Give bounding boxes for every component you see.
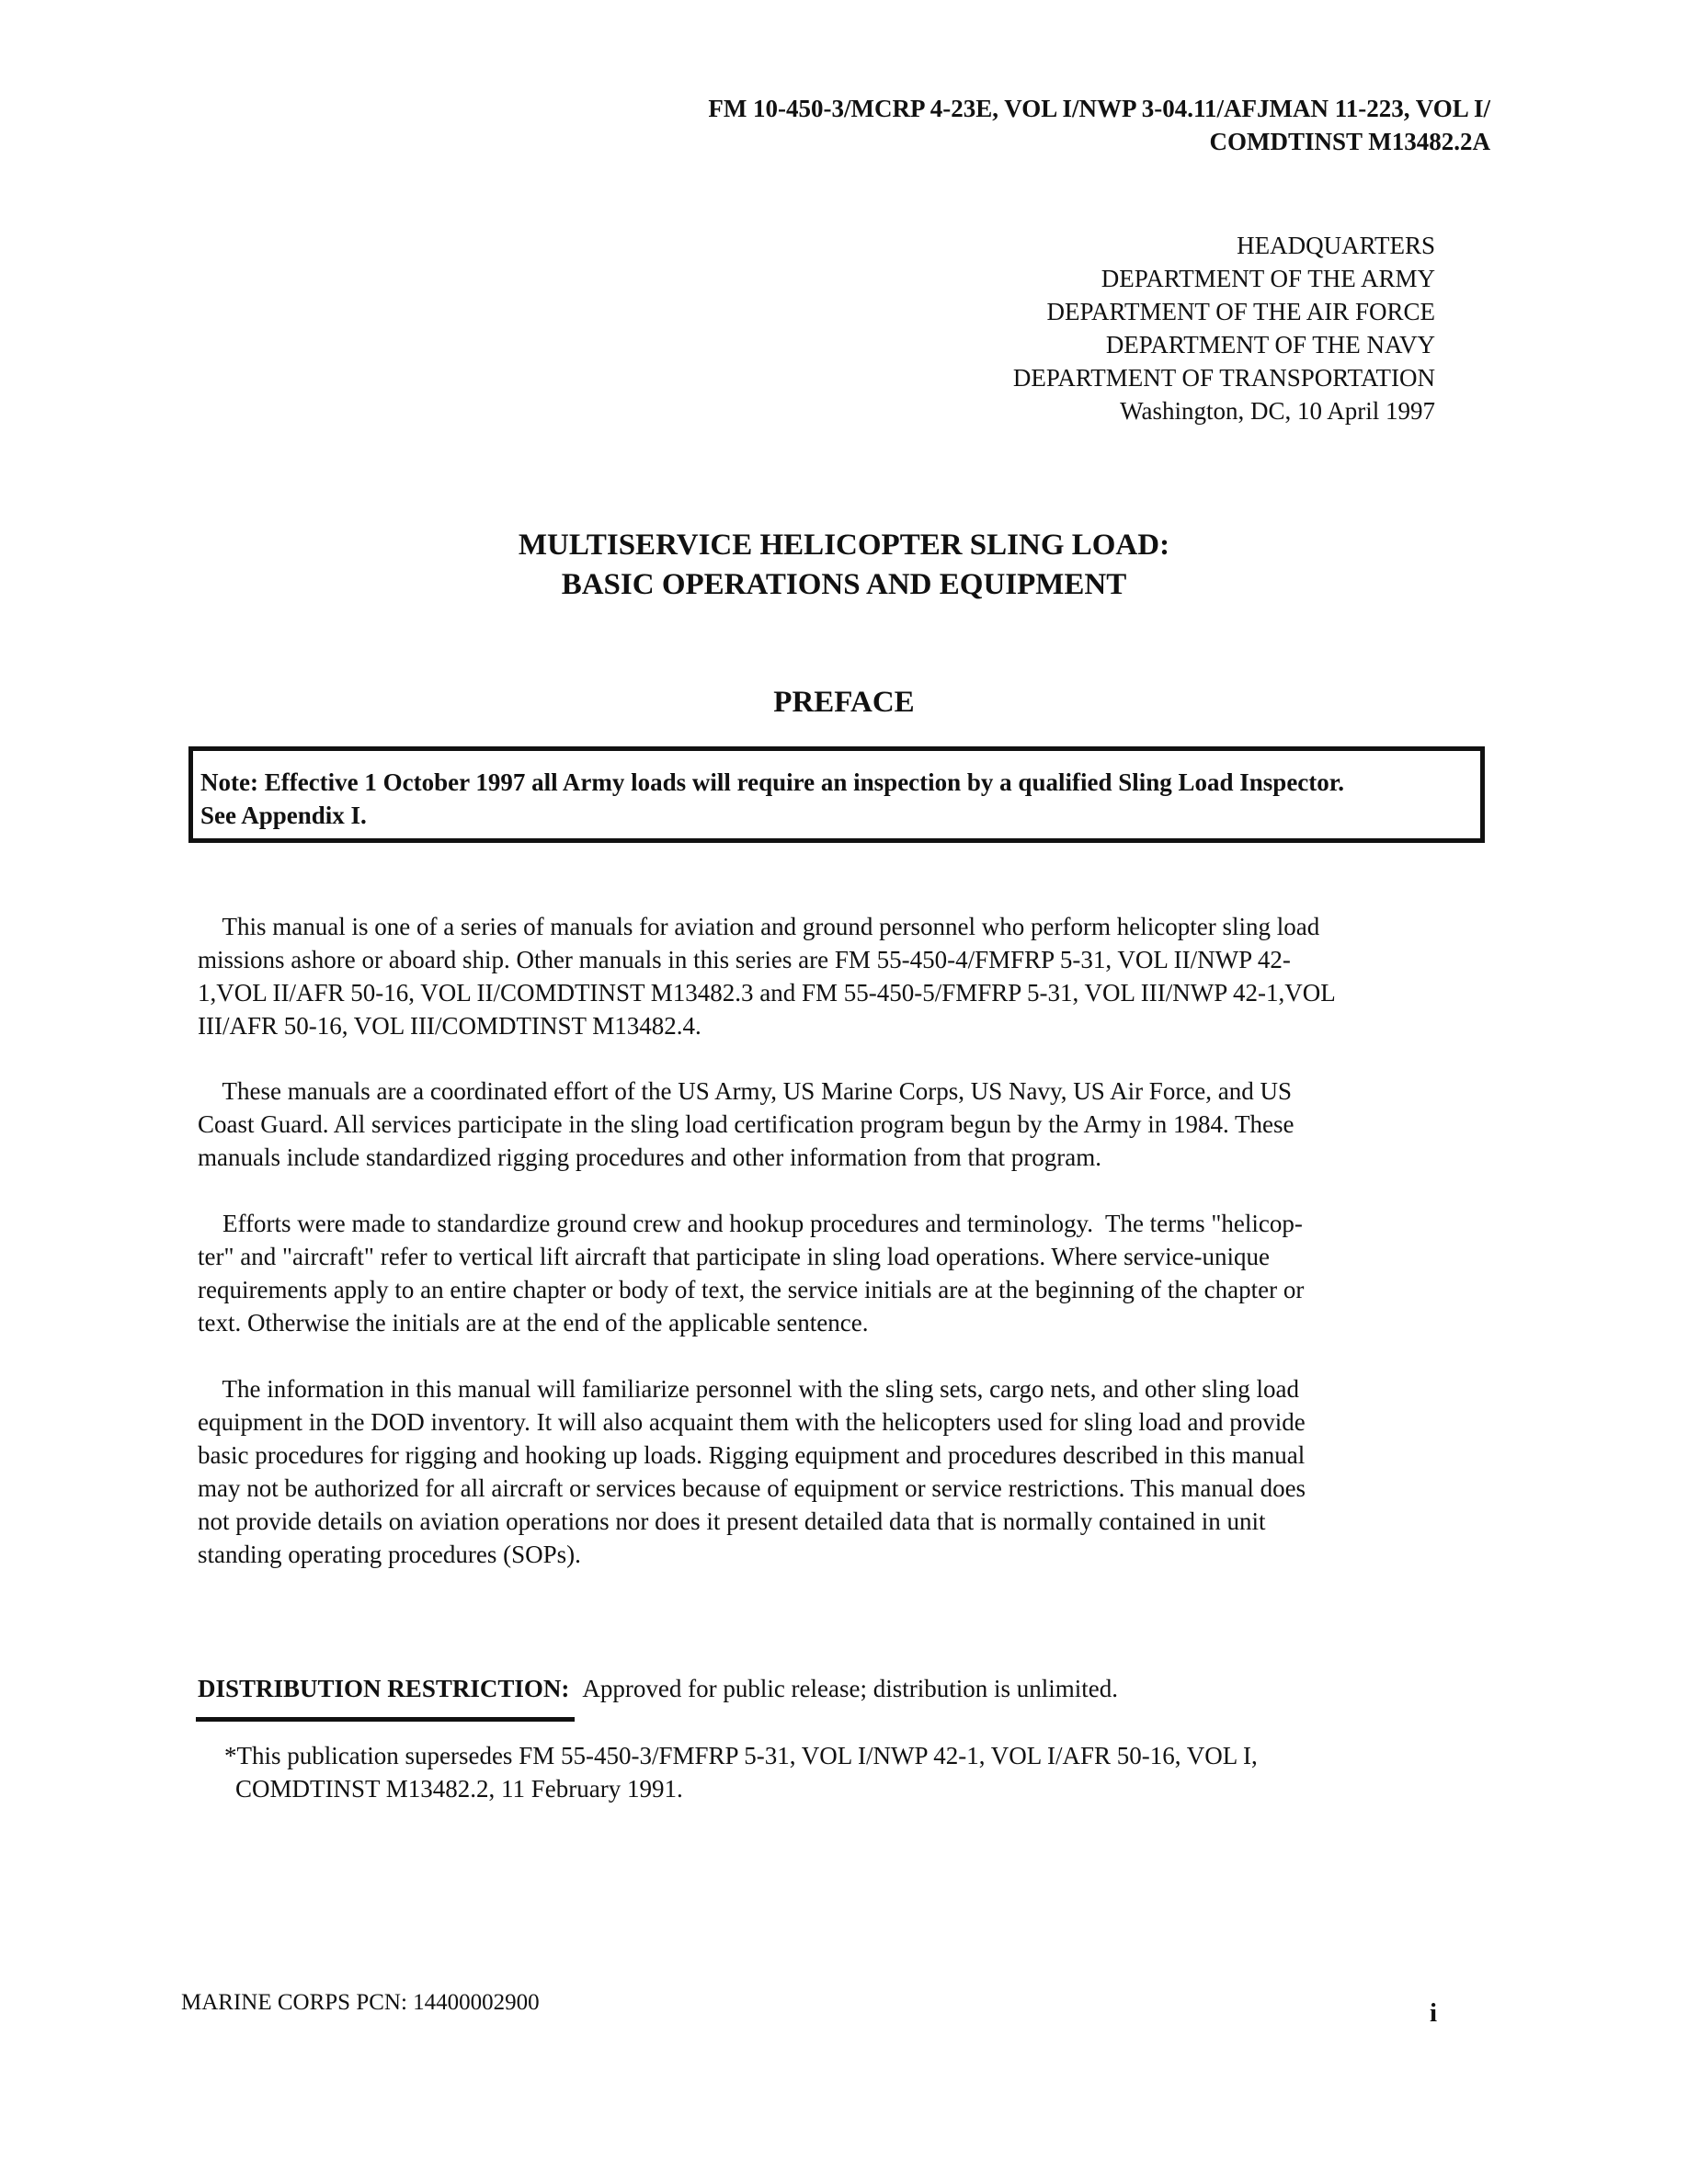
paragraph-line: basic procedures for rigging and hooking up loads. Rigging equipment and procedures described in this manual	[198, 1441, 1306, 1469]
paragraph-line: The information in this manual will familiarize personnel with the sling sets, cargo nets, and other sling load	[198, 1375, 1300, 1403]
paragraph-line: manuals include standardized rigging procedures and other information from that program.	[198, 1143, 1101, 1171]
paragraph-line: equipment in the DOD inventory. It will also acquaint them with the helicopters used for sling load and provide	[198, 1408, 1306, 1436]
paragraph-line: standing operating procedures (SOPs).	[198, 1541, 581, 1568]
preface-heading: PREFACE	[773, 686, 915, 719]
paragraph-line: Coast Guard. All services participate in the sling load certification program begun by the Army in 1984. These	[198, 1110, 1295, 1138]
paragraph-line: ter" and "aircraft" refer to vertical lift aircraft that participate in sling load operations. Where service-unique	[198, 1243, 1271, 1270]
document-title	[0, 526, 1688, 605]
designation-line: FM 10-450-3/MCRP 4-23E, VOL I/NWP 3-04.11/AFJMAN 11-223, VOL I/	[708, 95, 1490, 122]
note-line: Note: Effective 1 October 1997 all Army loads will require an inspection by a qualified Sling Load Inspector.	[200, 768, 1345, 796]
issuer-line: HEADQUARTERS	[1237, 232, 1435, 259]
designation-line: COMDTINST M13482.2A	[1209, 128, 1490, 155]
paragraph-line: text. Otherwise the initials are at the end of the applicable sentence.	[198, 1309, 869, 1337]
supersession-line: COMDTINST M13482.2, 11 February 1991.	[235, 1775, 683, 1803]
title-line: BASIC OPERATIONS AND EQUIPMENT	[561, 568, 1127, 601]
distribution-label: DISTRIBUTION RESTRICTION:	[198, 1675, 570, 1702]
paragraph-line: These manuals are a coordinated effort of the US Army, US Marine Corps, US Navy, US Air Force, and US	[198, 1077, 1293, 1105]
document-designation	[295, 92, 1490, 158]
note-line: See Appendix I.	[200, 802, 367, 829]
issuer-line: DEPARTMENT OF TRANSPORTATION	[1012, 364, 1435, 392]
marine-corps-pcn: MARINE CORPS PCN: 14400002900	[181, 1990, 540, 2015]
paragraph-line: requirements apply to an entire chapter or body of text, the service initials are at the beginning of the chapter or	[198, 1276, 1305, 1303]
issuer-line: DEPARTMENT OF THE NAVY	[1105, 331, 1435, 358]
title-line: MULTISERVICE HELICOPTER SLING LOAD:	[518, 529, 1170, 562]
paragraph-line: III/AFR 50-16, VOL III/COMDTINST M13482.4.	[198, 1012, 701, 1040]
issuer-line: DEPARTMENT OF THE ARMY	[1101, 265, 1435, 292]
distribution-text: Approved for public release; distribution is unlimited.	[582, 1675, 1118, 1702]
note-box	[188, 746, 1485, 843]
paragraph-line: This manual is one of a series of manuals for aviation and ground personnel who perform helicopter sling load	[198, 913, 1320, 940]
supersession-line: *This publication supersedes FM 55-450-3/FMFRP 5-31, VOL I/NWP 42-1, VOL I/AFR 50-16, VOL I,	[224, 1742, 1258, 1769]
supersession-note	[224, 1739, 1511, 1805]
paragraph-line: not provide details on aviation operations nor does it present detailed data that is normally contained in unit	[198, 1507, 1266, 1535]
issuing-authority	[608, 229, 1435, 427]
preface-paragraph	[198, 1075, 1503, 1174]
preface-paragraph	[198, 910, 1503, 1042]
preface-paragraph	[198, 1207, 1503, 1339]
page-number: i	[1430, 1998, 1438, 2028]
issue-date: Washington, DC, 10 April 1997	[1120, 397, 1435, 425]
paragraph-line: 1,VOL II/AFR 50-16, VOL II/COMDTINST M13482.3 and FM 55-450-5/FMFRP 5-31, VOL III/NWP 42-1,VOL	[198, 979, 1336, 1007]
paragraph-line: Efforts were made to standardize ground crew and hookup procedures and terminology. The terms "helicop-	[198, 1210, 1303, 1237]
distribution-restriction	[198, 1672, 1503, 1705]
paragraph-line: missions ashore or aboard ship. Other manuals in this series are FM 55-450-4/FMFRP 5-31, VOL II/NWP 42-	[198, 946, 1291, 973]
issuer-line: DEPARTMENT OF THE AIR FORCE	[1046, 298, 1435, 325]
paragraph-line: may not be authorized for all aircraft or services because of equipment or service restrictions. This manual does	[198, 1474, 1306, 1502]
footnote-divider	[196, 1717, 575, 1722]
preface-paragraph	[198, 1372, 1503, 1571]
